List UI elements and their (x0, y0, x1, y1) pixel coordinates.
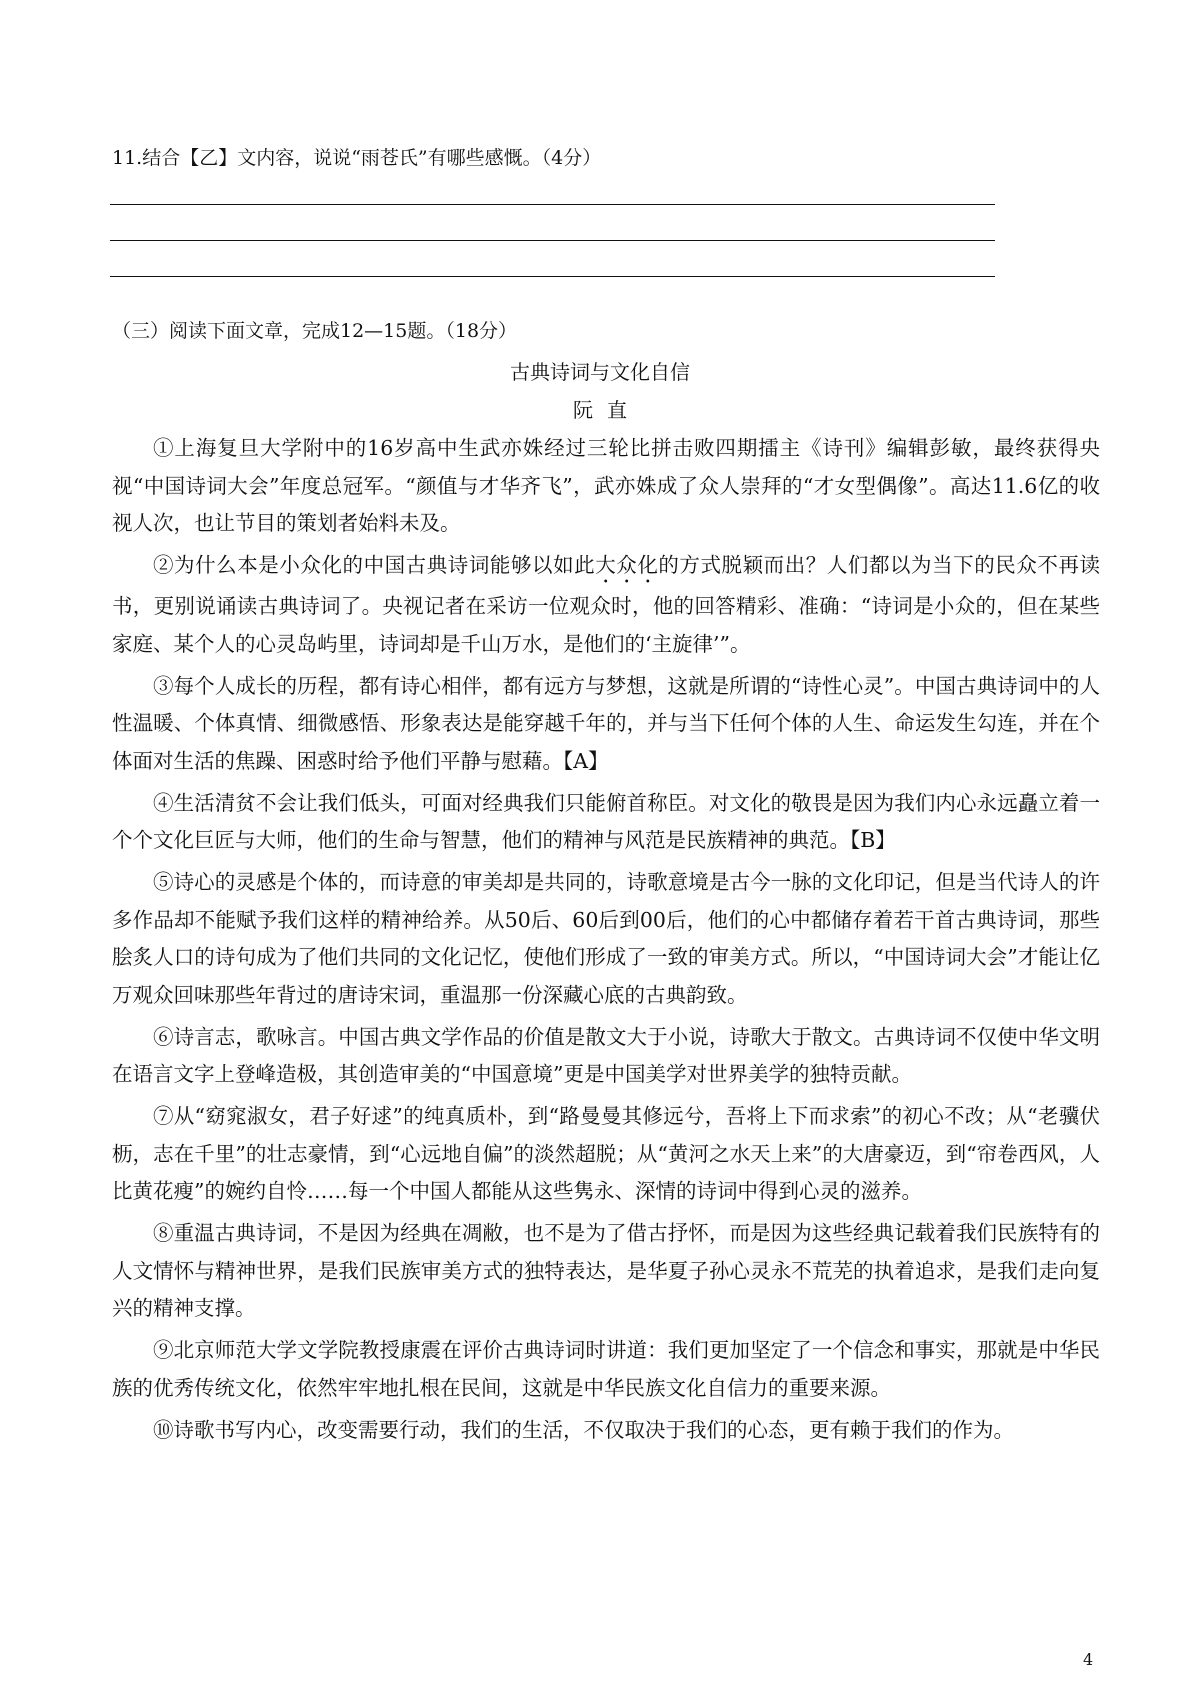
answer-line-2 (110, 240, 995, 241)
article-title: 古典诗词与文化自信 (510, 360, 690, 384)
paragraph-5: ⑤诗心的灵感是个体的，而诗意的审美却是共同的，诗歌意境是古今一脉的文化印记，但是当代诗人的许多作品却不能赋予我们这样的精神给养。从50后、60后到00后，他们的心中都储存着若干首古典诗词，那些脍炙人口的诗句成为了他们共同的文化记忆，使他们形成了一致的审美方式。所以，“中国诗词大会”才能让亿万观众回味那些年背过的唐诗宋词，重温那一份深藏心底的古典韵致。 (112, 870, 1100, 1007)
paragraph-9: ⑨北京师范大学文学院教授康震在评价古典诗词时讲道：我们更加坚定了一个信念和事实，那就是中华民族的优秀传统文化，依然牢牢地扎根在民间，这就是中华民族文化自信力的重要来源。 (112, 1338, 1100, 1400)
paragraph-6: ⑥诗言志，歌咏言。中国古典文学作品的价值是散文大于小说，诗歌大于散文。古典诗词不仅使中华文明在语言文字上登峰造极，其创造审美的“中国意境”更是中国美学对世界美学的独特贡献。 (112, 1024, 1100, 1086)
section-3-heading: （三）阅读下面文章，完成12—15题。（18分） (112, 320, 518, 342)
paragraph-7: ⑦从“窈窕淑女，君子好逑”的纯真质朴，到“路曼曼其修远兮，吾将上下而求索”的初心不改；从“老骥伏枥，志在千里”的壮志豪情，到“心远地自偏”的淡然超脱；从“黄河之水天上来”的大唐豪迈，到“帘卷西风，人比黄花瘦”的婉约自怜……每一个中国人都能从这些隽永、深情的诗词中得到心灵的滋养。 (112, 1104, 1100, 1203)
paragraph-4: ④生活清贫不会让我们低头，可面对经典我们只能俯首称臣。对文化的敬畏是因为我们内心永远矗立着一个个文化巨匠与大师，他们的生命与智慧，他们的精神与风范是民族精神的典范。【B】 (112, 790, 1100, 852)
paragraph-3: ③每个人成长的历程，都有诗心相伴，都有远方与梦想，这就是所谓的“诗性心灵”。中国古典诗词中的人性温暖、个体真情、细微感悟、形象表达是能穿越千年的，并与当下任何个体的人生、命运发生勾连，并在个体面对生活的焦躁、困惑时给予他们平静与慰藉。【A】 (112, 673, 1100, 773)
article-author: 阮直 (573, 398, 641, 422)
answer-line-3 (110, 276, 995, 277)
article-body (112, 430, 1100, 1454)
paragraph-2-part-a: ②为什么本是小众化的中国古典诗词能够以如此 (153, 553, 596, 577)
paragraph-2-part-c: 的方式脱颖而出？人们都以为当下的民众不再读书，更别说诵读古典诗词了。央视记者在采访一位观众时，他的回答精彩、准确：“诗词是小众的，但在某些家庭、某个人的心灵岛屿里，诗词却是千山万水，是他们的‘主旋律’”。 (112, 553, 1101, 656)
emphasized-word: 大众化 (595, 553, 659, 577)
paragraph-8: ⑧重温古典诗词，不是因为经典在凋敝，也不是为了借古抒怀，而是因为这些经典记载着我们民族特有的人文情怀与精神世界，是我们民族审美方式的独特表达，是华夏子孙心灵永不荒芜的执着追求，是我们走向复兴的精神支撑。 (112, 1221, 1100, 1320)
page-number: 4 (1083, 1650, 1094, 1669)
paragraph-1: ①上海复旦大学附中的16岁高中生武亦姝经过三轮比拼击败四期擂主《诗刊》编辑彭敏，最终获得央视“中国诗词大会”年度总冠军。“颜值与才华齐飞”，武亦姝成了众人崇拜的“才女型偶像”。高达11.6亿的收视人次，也让节目的策划者始料未及。 (112, 436, 1100, 535)
paragraph-2 (112, 547, 1100, 663)
paragraph-10: ⑩诗歌书写内心，改变需要行动，我们的生活，不仅取决于我们的心态，更有赖于我们的作为。 (153, 1417, 1014, 1442)
answer-line-1 (110, 204, 995, 205)
question-11: 11.结合【乙】文内容，说说“雨苍氏”有哪些感慨。（4分） (112, 147, 602, 169)
